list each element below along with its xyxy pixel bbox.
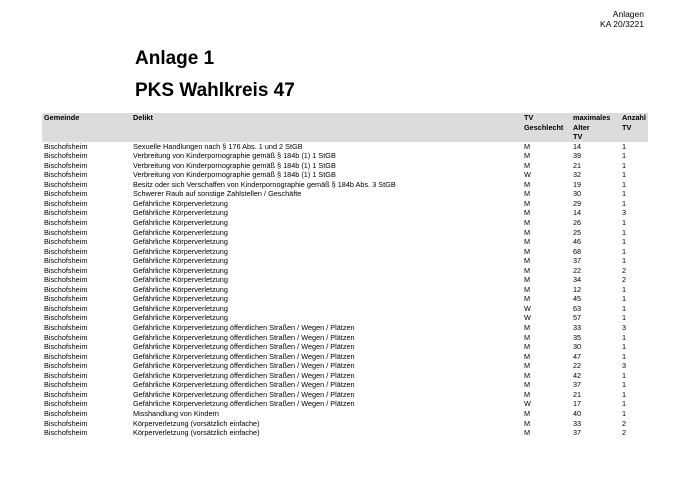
cell-anzahl-tv: 1 [622,342,627,352]
table-row [42,275,648,285]
cell-gemeinde: Bischofsheim [44,323,88,333]
reference-line-anlagen: Anlagen [612,9,644,19]
cell-gemeinde: Bischofsheim [44,303,88,313]
cell-delikt: Gefährliche Körperverletzung öffentlichen Straßen / Wegen / Plätzen [133,332,355,342]
column-header-delikt: Delikt [133,113,153,122]
cell-delikt: Körperverletzung (vorsätzlich einfache) [133,428,260,438]
cell-tv-geschlecht: M [524,380,531,390]
column-header-maximales-alter: maximales Alter TV [573,113,611,142]
cell-delikt: Besitz oder sich Verschaffen von Kinderpornographie gemäß § 184b Abs. 3 StGB [133,179,396,189]
cell-gemeinde: Bischofsheim [44,370,88,380]
cell-gemeinde: Bischofsheim [44,389,88,399]
table-row [42,352,648,362]
cell-anzahl-tv: 3 [622,208,627,218]
cell-delikt: Gefährliche Körperverletzung [133,294,228,304]
cell-tv-geschlecht: M [524,284,531,294]
cell-tv-geschlecht: W [524,399,531,409]
table-header [42,113,648,142]
cell-delikt: Gefährliche Körperverletzung [133,313,228,323]
table-row [42,266,648,276]
cell-maximales-alter: 22 [573,361,582,371]
cell-maximales-alter: 47 [573,351,582,361]
cell-anzahl-tv: 1 [622,380,627,390]
cell-maximales-alter: 57 [573,313,582,323]
cell-anzahl-tv: 1 [622,284,627,294]
table-row [42,170,648,180]
cell-gemeinde: Bischofsheim [44,179,88,189]
cell-tv-geschlecht: M [524,418,531,428]
cell-anzahl-tv: 1 [622,408,627,418]
cell-maximales-alter: 33 [573,418,582,428]
cell-maximales-alter: 33 [573,323,582,333]
cell-tv-geschlecht: W [524,313,531,323]
cell-gemeinde: Bischofsheim [44,284,88,294]
cell-gemeinde: Bischofsheim [44,218,88,228]
table-row [42,208,648,218]
cell-maximales-alter: 30 [573,342,582,352]
column-header-gemeinde: Gemeinde [44,113,80,122]
cell-maximales-alter: 34 [573,275,582,285]
cell-delikt: Gefährliche Körperverletzung öffentlichen Straßen / Wegen / Plätzen [133,370,355,380]
document-reference [600,9,644,29]
cell-delikt: Gefährliche Körperverletzung öffentlichen Straßen / Wegen / Plätzen [133,399,355,409]
cell-maximales-alter: 45 [573,294,582,304]
cell-tv-geschlecht: M [524,218,531,228]
cell-gemeinde: Bischofsheim [44,399,88,409]
table-row [42,428,648,438]
cell-tv-geschlecht: M [524,189,531,199]
cell-delikt: Sexuelle Handlungen nach § 176 Abs. 1 und 2 StGB [133,141,303,151]
cell-gemeinde: Bischofsheim [44,237,88,247]
cell-tv-geschlecht: M [524,361,531,371]
cell-tv-geschlecht: W [524,170,531,180]
cell-tv-geschlecht: M [524,408,531,418]
cell-gemeinde: Bischofsheim [44,151,88,161]
cell-delikt: Gefährliche Körperverletzung [133,284,228,294]
cell-gemeinde: Bischofsheim [44,246,88,256]
cell-maximales-alter: 40 [573,408,582,418]
cell-gemeinde: Bischofsheim [44,189,88,199]
cell-delikt: Verbreitung von Kinderpornographie gemäß § 184b (1) 1 StGB [133,151,336,161]
cell-maximales-alter: 46 [573,237,582,247]
cell-anzahl-tv: 2 [622,265,627,275]
table-row [42,323,648,333]
table-row [42,228,648,238]
cell-anzahl-tv: 1 [622,351,627,361]
cell-delikt: Gefährliche Körperverletzung öffentlichen Straßen / Wegen / Plätzen [133,361,355,371]
column-header-tv-geschlecht: TV Geschlecht [524,113,564,132]
cell-anzahl-tv: 1 [622,218,627,228]
cell-gemeinde: Bischofsheim [44,170,88,180]
cell-tv-geschlecht: M [524,332,531,342]
cell-tv-geschlecht: M [524,179,531,189]
cell-tv-geschlecht: M [524,370,531,380]
cell-gemeinde: Bischofsheim [44,160,88,170]
cell-anzahl-tv: 1 [622,198,627,208]
cell-delikt: Körperverletzung (vorsätzlich einfache) [133,418,260,428]
column-header-anzahl-tv: Anzahl TV [622,113,646,132]
cell-gemeinde: Bischofsheim [44,418,88,428]
cell-anzahl-tv: 1 [622,399,627,409]
cell-tv-geschlecht: M [524,151,531,161]
cell-anzahl-tv: 1 [622,303,627,313]
cell-delikt: Gefährliche Körperverletzung öffentlichen Straßen / Wegen / Plätzen [133,323,355,333]
table-row [42,361,648,371]
cell-delikt: Verbreitung von Kinderpornographie gemäß § 184b (1) 1 StGB [133,160,336,170]
cell-anzahl-tv: 1 [622,189,627,199]
table-row [42,380,648,390]
table-row [42,256,648,266]
table-body [42,142,648,438]
cell-anzahl-tv: 1 [622,246,627,256]
page-subtitle: PKS Wahlkreis 47 [135,80,295,101]
table-row [42,409,648,419]
table-header-row [42,113,648,142]
cell-anzahl-tv: 2 [622,428,627,438]
cell-delikt: Gefährliche Körperverletzung [133,246,228,256]
cell-tv-geschlecht: M [524,141,531,151]
cell-anzahl-tv: 1 [622,294,627,304]
cell-maximales-alter: 21 [573,160,582,170]
cell-gemeinde: Bischofsheim [44,342,88,352]
cell-tv-geschlecht: M [524,208,531,218]
cell-maximales-alter: 21 [573,389,582,399]
table-row [42,390,648,400]
cell-maximales-alter: 35 [573,332,582,342]
cell-gemeinde: Bischofsheim [44,227,88,237]
cell-tv-geschlecht: M [524,227,531,237]
cell-gemeinde: Bischofsheim [44,294,88,304]
cell-gemeinde: Bischofsheim [44,275,88,285]
table-row [42,399,648,409]
cell-maximales-alter: 17 [573,399,582,409]
cell-tv-geschlecht: W [524,303,531,313]
cell-delikt: Gefährliche Körperverletzung [133,303,228,313]
cell-anzahl-tv: 1 [622,313,627,323]
cell-anzahl-tv: 1 [622,179,627,189]
table-row [42,294,648,304]
cell-anzahl-tv: 1 [622,151,627,161]
table-row [42,189,648,199]
table-row [42,304,648,314]
cell-tv-geschlecht: M [524,265,531,275]
page-title: Anlage 1 [135,48,215,69]
cell-anzahl-tv: 1 [622,370,627,380]
cell-delikt: Gefährliche Körperverletzung [133,208,228,218]
cell-delikt: Gefährliche Körperverletzung öffentlichen Straßen / Wegen / Plätzen [133,389,355,399]
cell-maximales-alter: 37 [573,380,582,390]
cell-anzahl-tv: 1 [622,389,627,399]
cell-gemeinde: Bischofsheim [44,265,88,275]
cell-anzahl-tv: 1 [622,170,627,180]
cell-delikt: Gefährliche Körperverletzung [133,237,228,247]
cell-anzahl-tv: 3 [622,323,627,333]
cell-anzahl-tv: 2 [622,275,627,285]
table-row [42,180,648,190]
cell-anzahl-tv: 1 [622,160,627,170]
cell-maximales-alter: 30 [573,189,582,199]
cell-delikt: Gefährliche Körperverletzung [133,256,228,266]
cell-anzahl-tv: 1 [622,332,627,342]
table-row [42,161,648,171]
table-row [42,333,648,343]
table-row [42,151,648,161]
cell-anzahl-tv: 1 [622,141,627,151]
cell-gemeinde: Bischofsheim [44,313,88,323]
cell-gemeinde: Bischofsheim [44,256,88,266]
cell-anzahl-tv: 2 [622,418,627,428]
cell-maximales-alter: 19 [573,179,582,189]
cell-anzahl-tv: 1 [622,237,627,247]
cell-tv-geschlecht: M [524,246,531,256]
cell-tv-geschlecht: M [524,389,531,399]
table-row [42,313,648,323]
table-row [42,419,648,429]
cell-maximales-alter: 25 [573,227,582,237]
cell-tv-geschlecht: M [524,256,531,266]
cell-gemeinde: Bischofsheim [44,408,88,418]
cell-delikt: Gefährliche Körperverletzung öffentlichen Straßen / Wegen / Plätzen [133,380,355,390]
cell-delikt: Gefährliche Körperverletzung [133,218,228,228]
cell-delikt: Gefährliche Körperverletzung [133,265,228,275]
cell-maximales-alter: 22 [573,265,582,275]
cell-tv-geschlecht: M [524,294,531,304]
table-row [42,342,648,352]
cell-gemeinde: Bischofsheim [44,428,88,438]
table-row [42,237,648,247]
cell-anzahl-tv: 1 [622,256,627,266]
cell-tv-geschlecht: M [524,428,531,438]
cell-gemeinde: Bischofsheim [44,361,88,371]
cell-delikt: Verbreitung von Kinderpornographie gemäß § 184b (1) 1 StGB [133,170,336,180]
cell-delikt: Schwerer Raub auf sonstige Zahlstellen / Geschäfte [133,189,302,199]
cell-gemeinde: Bischofsheim [44,141,88,151]
cell-anzahl-tv: 1 [622,227,627,237]
cell-delikt: Gefährliche Körperverletzung [133,198,228,208]
table-row [42,247,648,257]
cell-gemeinde: Bischofsheim [44,208,88,218]
cell-maximales-alter: 29 [573,198,582,208]
cell-gemeinde: Bischofsheim [44,380,88,390]
cell-maximales-alter: 39 [573,151,582,161]
cell-delikt: Gefährliche Körperverletzung öffentlichen Straßen / Wegen / Plätzen [133,351,355,361]
cell-delikt: Gefährliche Körperverletzung [133,275,228,285]
cell-maximales-alter: 14 [573,141,582,151]
cell-maximales-alter: 63 [573,303,582,313]
cell-maximales-alter: 14 [573,208,582,218]
cell-anzahl-tv: 3 [622,361,627,371]
cell-maximales-alter: 26 [573,218,582,228]
cell-maximales-alter: 12 [573,284,582,294]
table-row [42,199,648,209]
cell-maximales-alter: 37 [573,256,582,266]
table-row [42,218,648,228]
cell-maximales-alter: 42 [573,370,582,380]
cell-delikt: Gefährliche Körperverletzung [133,227,228,237]
cell-maximales-alter: 37 [573,428,582,438]
cell-delikt: Misshandlung von Kindern [133,408,219,418]
cell-tv-geschlecht: M [524,237,531,247]
cell-tv-geschlecht: M [524,323,531,333]
cell-gemeinde: Bischofsheim [44,198,88,208]
cell-maximales-alter: 32 [573,170,582,180]
table-row [42,142,648,152]
statistics-table [42,113,648,438]
cell-maximales-alter: 68 [573,246,582,256]
cell-delikt: Gefährliche Körperverletzung öffentlichen Straßen / Wegen / Plätzen [133,342,355,352]
cell-tv-geschlecht: M [524,198,531,208]
cell-gemeinde: Bischofsheim [44,351,88,361]
cell-tv-geschlecht: M [524,160,531,170]
table-row [42,371,648,381]
cell-tv-geschlecht: M [524,275,531,285]
cell-tv-geschlecht: M [524,342,531,352]
cell-gemeinde: Bischofsheim [44,332,88,342]
cell-tv-geschlecht: M [524,351,531,361]
table-row [42,285,648,295]
reference-line-ka-number: KA 20/3221 [600,19,644,29]
